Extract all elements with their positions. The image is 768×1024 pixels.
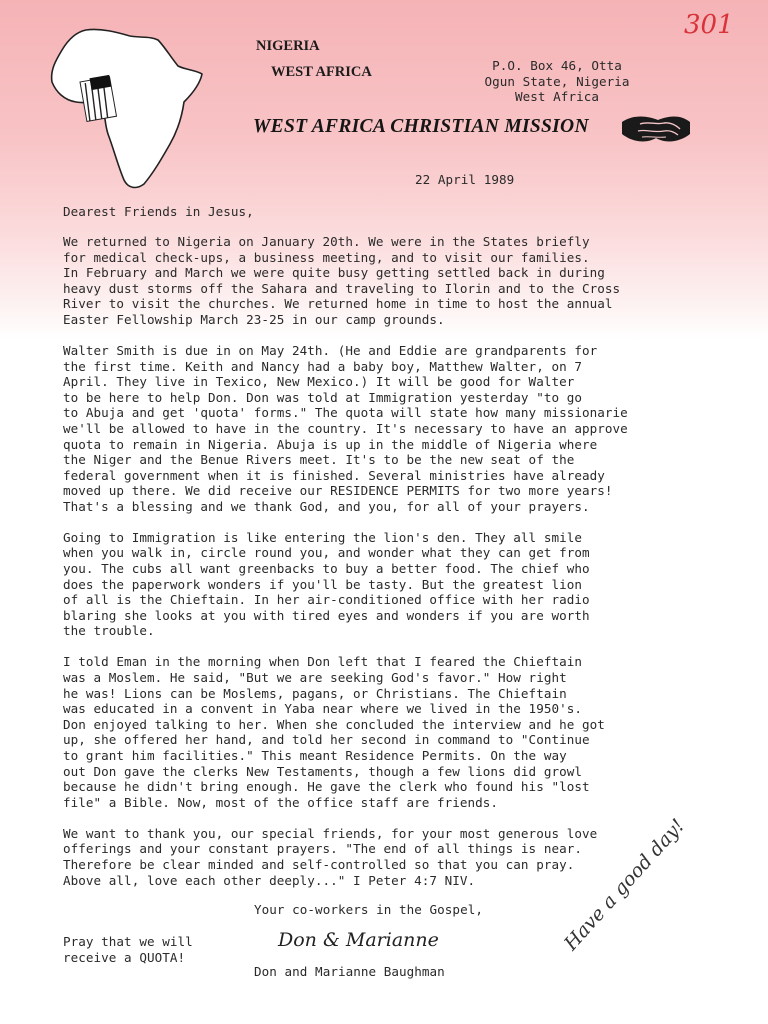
text-line: moved up there. We did receive our RESIDENCE PERMITS for two more years! — [63, 483, 613, 499]
text-line: does the paperwork wonders if you'll be tasty. But the greatest lion — [63, 576, 582, 592]
prayer-line: Pray that we will — [63, 934, 193, 949]
page-number: 301 — [684, 10, 734, 40]
address-line: Ogun State, Nigeria — [484, 73, 630, 89]
text-line: Walter Smith is due in on May 24th. (He and Eddie are grandparents for — [63, 342, 598, 358]
salutation: Dearest Friends in Jesus, — [63, 204, 254, 219]
text-line: In February and March we were quite busy getting settled back in during — [63, 265, 605, 281]
paragraph — [63, 343, 768, 515]
text-line: Above all, love each other deeply..." I Peter 4:7 NIV. — [63, 872, 476, 888]
text-line: of all is the Chieftain. In her air-conditioned office with her radio — [63, 592, 590, 608]
text-line: Going to Immigration is like entering the lion's den. They all smile — [63, 529, 582, 545]
text-line: blaring she looks at you with tired eyes and wonders if you are worth — [63, 607, 590, 623]
text-line: April. They live in Texico, New Mexico.) It will be good for Walter — [63, 374, 575, 390]
text-line: River to visit the churches. We returned home in time to host the annual — [63, 296, 613, 312]
text-line: offerings and your constant prayers. "The end of all things is near. — [63, 841, 582, 857]
text-line: We returned to Nigeria on January 20th. We were in the States briefly — [63, 234, 590, 249]
text-line: Easter Fellowship March 23-25 in our camp grounds. — [63, 311, 445, 327]
text-line: file" a Bible. Now, most of the office staff are friends. — [63, 794, 499, 810]
address-line: P.O. Box 46, Otta — [492, 58, 622, 73]
signature-text: Don & Marianne — [278, 929, 439, 951]
text-line: was a Moslem. He said, "But we are seeking God's favor." How right — [63, 670, 567, 686]
handwritten-note: Have a good day! — [560, 814, 690, 955]
text-line: to grant him facilities." This meant Residence Permits. On the way — [63, 747, 567, 763]
text-line: to be here to help Don. Don was told at Immigration yesterday "to go — [63, 389, 582, 405]
text-line: we'll be allowed to have in the country. It's necessary to have an approve — [63, 420, 628, 436]
text-line: the Niger and the Benue Rivers meet. It's to be the new seat of the — [63, 452, 575, 468]
text-line: quota to remain in Nigeria. Abuja is up in the middle of Nigeria where — [63, 436, 598, 452]
letterhead-address — [462, 58, 652, 105]
letterhead-country: NIGERIA — [256, 38, 320, 54]
text-line: to Abuja and get 'quota' forms." The quota will state how many missionarie — [63, 405, 628, 421]
paragraph — [63, 234, 768, 328]
address-line: West Africa — [515, 89, 599, 105]
text-line: he was! Lions can be Moslems, pagans, or Christians. The Chieftain — [63, 685, 567, 701]
text-line: the first time. Keith and Nancy had a baby boy, Matthew Walter, on 7 — [63, 358, 582, 374]
text-line: for medical check-ups, a business meeting, and to visit our families. — [63, 249, 590, 265]
text-line: federal government when it is finished. Several ministries have already — [63, 467, 605, 483]
signer-names: Don and Marianne Baughman — [254, 964, 445, 979]
text-line: Therefore be clear minded and self-controlled so that you can pray. — [63, 856, 575, 872]
text-line: the trouble. — [63, 623, 155, 639]
paragraph — [63, 530, 768, 639]
text-line: We want to thank you, our special friends, for your most generous love — [63, 825, 598, 841]
text-line: That's a blessing and we thank God, and you, for all of your prayers. — [63, 498, 590, 514]
handshake-icon — [620, 108, 692, 148]
text-line: out Don gave the clerks New Testaments, though a few lions did growl — [63, 763, 582, 779]
prayer-note — [63, 934, 193, 965]
text-line: heavy dust storms off the Sahara and traveling to Ilorin and to the Cross — [63, 280, 621, 296]
text-line: up, she offered her hand, and told her second in command to "Continue — [63, 732, 590, 748]
letter-body — [63, 234, 768, 904]
text-line: was educated in a convent in Yaba near where we lived in the 1950's. — [63, 701, 582, 717]
text-line: when you walk in, circle round you, and wonder what they can get from — [63, 545, 590, 561]
text-line: because he didn't bring enough. He gave the clerk who found his "lost — [63, 779, 590, 795]
letter-date: 22 April 1989 — [415, 172, 515, 187]
text-line: Don enjoyed talking to her. When she concluded the interview and he got — [63, 716, 605, 732]
handwritten-signature — [276, 926, 472, 952]
text-line: you. The cubs all want greenbacks to buy a better food. The chief who — [63, 561, 590, 577]
africa-map-icon — [46, 26, 206, 192]
organization-name: WEST AFRICA CHRISTIAN MISSION — [253, 116, 589, 137]
closing: Your co-workers in the Gospel, — [254, 902, 483, 917]
text-line: I told Eman in the morning when Don left that I feared the Chieftain — [63, 654, 582, 670]
paragraph — [63, 654, 768, 810]
prayer-line: receive a QUOTA! — [63, 949, 186, 965]
letterhead-region: WEST AFRICA — [271, 64, 372, 80]
